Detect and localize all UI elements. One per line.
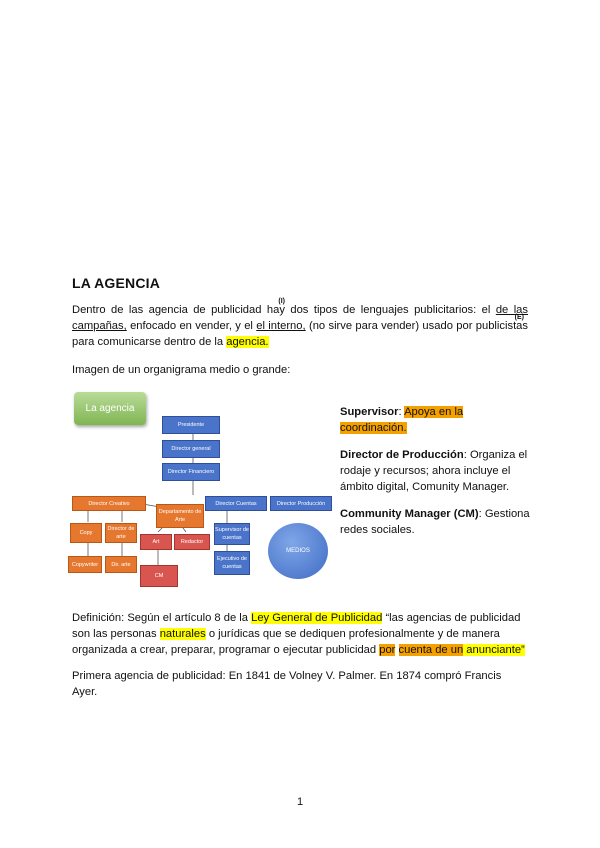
org-copy-box: Copy — [70, 523, 102, 543]
role-supervisor-desc: Apoya en la coordinación. — [340, 406, 464, 434]
org-presidente-box: Presidente — [162, 416, 220, 434]
intro-paragraph — [72, 298, 528, 350]
org-director-creativo-box: Director Creativo — [72, 496, 146, 511]
footnote-mark-1: (I) — [278, 298, 286, 305]
role-director-produccion-desc: Organiza el rodaje y recursos; ahora incluye el ámbito digital, Comunity Manager. — [340, 449, 528, 493]
org-director-general-box: Director general — [162, 440, 220, 458]
role-director-produccion-sep: : — [463, 449, 470, 461]
definition-text-2: “las agencias de publicidad son las personas — [72, 612, 521, 640]
highlight-cuenta: cuenta de un — [398, 644, 464, 656]
role-community-manager-desc: Gestiona redes sociales. — [340, 508, 530, 536]
org-art-box: Art — [140, 534, 172, 550]
page-number: 1 — [296, 796, 304, 808]
role-community-manager-title: Community Manager (CM) — [340, 508, 479, 520]
intro-text-1: Dentro de las agencia de publicidad hay dos — [72, 304, 309, 316]
highlight-naturales: naturales — [159, 628, 206, 640]
role-director-produccion-title: Director de Producción — [340, 449, 464, 461]
underlined-campaigns: de las campañas, — [72, 304, 528, 332]
org-copywriter-box: Copywriter — [68, 556, 102, 573]
org-supervisor-box: Supervisor de cuentas — [214, 523, 250, 545]
footnote-mark-2: (E) — [514, 314, 524, 321]
org-director-cuentas-box: Director Cuentas — [205, 496, 267, 511]
org-medios-circle: MEDIOS — [268, 523, 328, 579]
intro-text-3: enfocado en vender, y el — [126, 320, 257, 332]
org-chart — [68, 392, 330, 590]
intro-text-4: (no sirve para vender) usado por publicistas para comunicarse dentro de la — [72, 320, 528, 348]
highlight-agencia: agencia. — [226, 336, 269, 348]
highlight-anunciante: anunciante” — [463, 644, 525, 656]
first-agency-paragraph: Primera agencia de publicidad: En 1841 de Volney V. Palmer. En 1874 compró Francis Ayer. — [72, 670, 502, 698]
org-director-arte-box: Director de arte — [105, 523, 137, 543]
role-community-manager-sep: : — [478, 508, 485, 520]
highlight-ley-general: Ley General de Publicidad — [251, 612, 383, 624]
role-supervisor-sep: : — [398, 406, 405, 418]
org-root-box: La agencia — [74, 392, 146, 425]
intro-text-2: tipos de lenguajes publicitarios: el — [308, 304, 496, 316]
org-departamento-arte-box: Departamento de Arte — [156, 504, 204, 528]
org-director-financiero-box: Director Financiero — [162, 463, 220, 481]
org-dir-arte-box: Dir. arte — [105, 556, 137, 573]
definition-text-1: Definición: Según el artículo 8 de la — [72, 612, 252, 624]
page-title: LA AGENCIA — [72, 275, 161, 291]
image-caption: Imagen de un organigrama medio o grande: — [72, 364, 291, 376]
org-cm-box: CM — [140, 565, 178, 587]
role-community-manager — [340, 506, 530, 538]
highlight-por: por — [379, 644, 396, 656]
definition-text-3: o jurídicas que se dediquen profesionalmente y de manera organizada a crear, preparar, programar o ejecutar publicidad — [72, 628, 500, 656]
role-supervisor — [340, 404, 530, 436]
definition-paragraph — [72, 610, 528, 658]
org-ejecutivo-box: Ejecutivo de cuentas — [214, 551, 250, 575]
underlined-internal: el interno, — [256, 320, 306, 332]
role-director-produccion — [340, 447, 530, 495]
org-redactor-box: Redactor — [174, 534, 210, 550]
org-director-produccion-box: Director Producción — [270, 496, 332, 511]
role-supervisor-title: Supervisor — [340, 406, 399, 418]
